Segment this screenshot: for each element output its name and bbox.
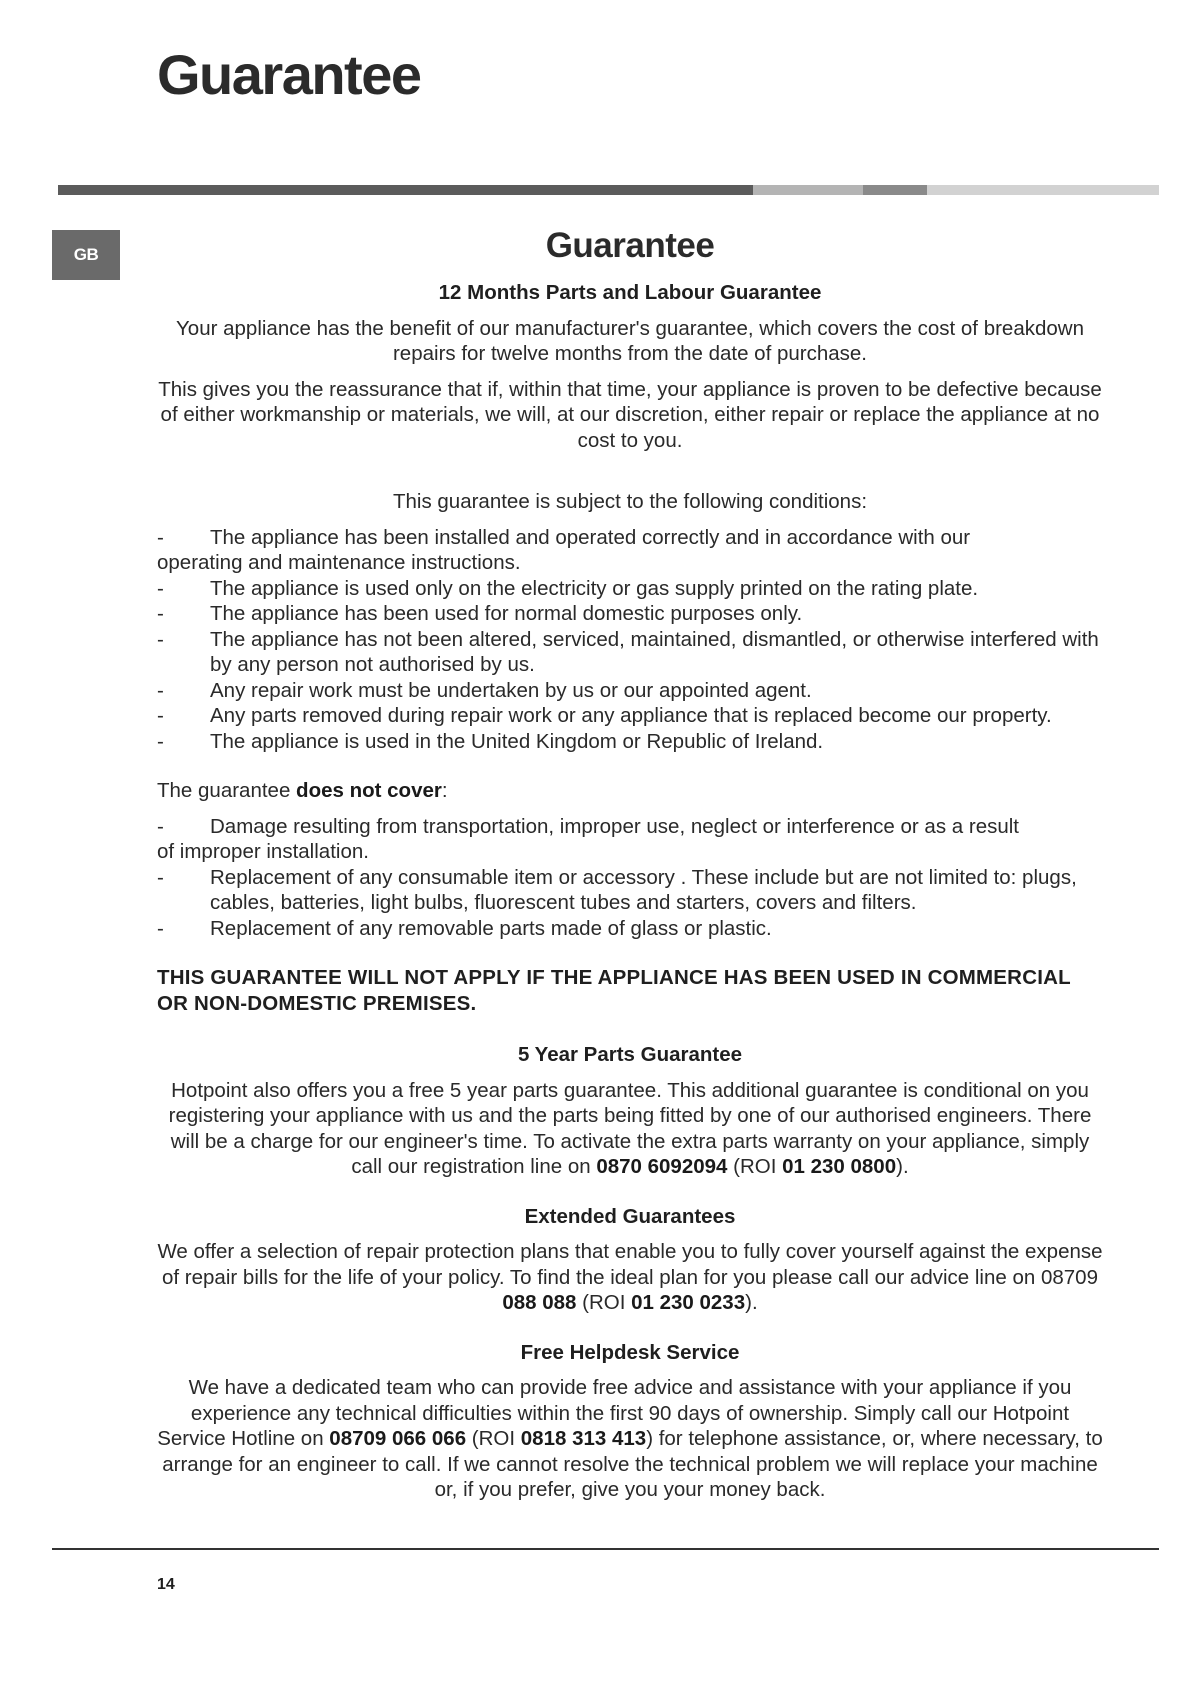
header-rule-light-grey [753,185,863,195]
list-dash: - [157,576,164,600]
guarantee-content [157,220,1103,1513]
list-item: - Damage resulting from transportation, improper use, neglect or interference or as a result of improper installation. [157,814,1019,863]
list-item: - Any repair work must be undertaken by us or our appointed agent. [157,678,812,702]
intro-paragraph-1: Your appliance has the benefit of our manufacturer's guarantee, which covers the cost of breakdown repairs for twelve months from the date of purchase. [176,316,1084,365]
hotline-phone: 08709 066 066 [329,1427,467,1450]
footer-rule [52,1548,1159,1550]
list-dash: - [157,525,164,549]
advice-phone-roi: 01 230 0233 [631,1291,746,1314]
list-dash: - [157,865,164,889]
exclusions-list [157,814,1103,942]
list-item: - The appliance is used only on the electricity or gas supply printed on the rating plate. [157,576,979,600]
subtitle: 12 Months Parts and Labour Guarantee [438,281,822,304]
country-tab: GB [52,230,120,280]
list-dash: - [157,814,164,838]
list-item: - The appliance has been installed and operated correctly and in accordance with our operating and maintenance instructions. [157,525,971,574]
extended-text: We offer a selection of repair protection plans that enable you to fully cover yourself against the expense of repair bills for the life of your policy. To find the ideal plan for you please call our advice line on 08709 088 088 (ROI 01 230 0233). [157,1240,1103,1314]
five-year-heading: 5 Year Parts Guarantee [517,1043,743,1066]
hotline-phone-roi: 0818 313 413 [520,1427,647,1450]
list-dash: - [157,678,164,702]
registration-phone-roi: 01 230 0800 [782,1155,897,1178]
list-item: - Replacement of any consumable item or accessory . These include but are not limited to: plugs, cables, batteries, light bulbs, fluorescent tubes and starters, covers and filters. [157,865,1077,914]
helpdesk-text: We have a dedicated team who can provide free advice and assistance with your appliance if you experience any technical difficulties within the first 90 days of ownership. Simply call our Hotpoint Service Hotline on 08709 066 066 (ROI 0818 313 413) for telephone assistance, or, where necessary, to arrange for an engineer to call. If we cannot resolve the technical problem we will replace your machine or, if you prefer, give you your money back. [157,1376,1103,1501]
section-title: Guarantee [545,226,715,265]
list-item: - Replacement of any removable parts made of glass or plastic. [157,916,772,940]
list-item: - Any parts removed during repair work or any appliance that is replaced become our property. [157,704,1052,727]
list-item: - The appliance has not been altered, serviced, maintained, dismantled, or otherwise interfered with by any person not authorised by us. [157,627,1099,676]
list-dash: - [157,704,164,727]
list-dash: - [157,916,164,940]
not-cover-intro: The guarantee does not cover: [157,779,448,802]
list-dash: - [157,602,164,625]
list-dash: - [157,729,164,753]
header-rule-pale [927,185,1159,195]
commercial-warning: THIS GUARANTEE WILL NOT APPLY IF THE APPLIANCE HAS BEEN USED IN COMMERCIAL OR NON-DOMESTIC PREMISES. [157,966,1071,1015]
page-number: 14 [157,1576,175,1593]
list-item: - The appliance is used in the United Kingdom or Republic of Ireland. [157,729,824,753]
intro-paragraph-2: This gives you the reassurance that if, within that time, your appliance is proven to be defective because of either workmanship or materials, we will, at our discretion, either repair or replace the appliance at no cost to you. [158,377,1102,452]
extended-heading: Extended Guarantees [524,1204,736,1228]
list-dash: - [157,627,164,651]
five-year-text: Hotpoint also offers you a free 5 year parts guarantee. This additional guarantee is conditional on you registering your appliance with us and the parts being fitted by one of our authorised engineers. There will be a charge for our engineer's time. To activate the extra parts warranty on your appliance, simply call our registration line on 0870 6092094 (ROI 01 230 0800). [168,1078,1092,1178]
advice-phone: 088 088 [502,1291,577,1314]
conditions-intro: This guarantee is subject to the following conditions: [392,490,868,513]
header-rule-dark [58,185,753,195]
conditions-list [157,525,1103,755]
header-rule-mid-grey [863,185,927,195]
page-title: Guarantee [157,43,421,106]
registration-phone: 0870 6092094 [596,1155,728,1178]
helpdesk-heading: Free Helpdesk Service [520,1340,740,1364]
list-item: - The appliance has been used for normal domestic purposes only. [157,602,803,625]
